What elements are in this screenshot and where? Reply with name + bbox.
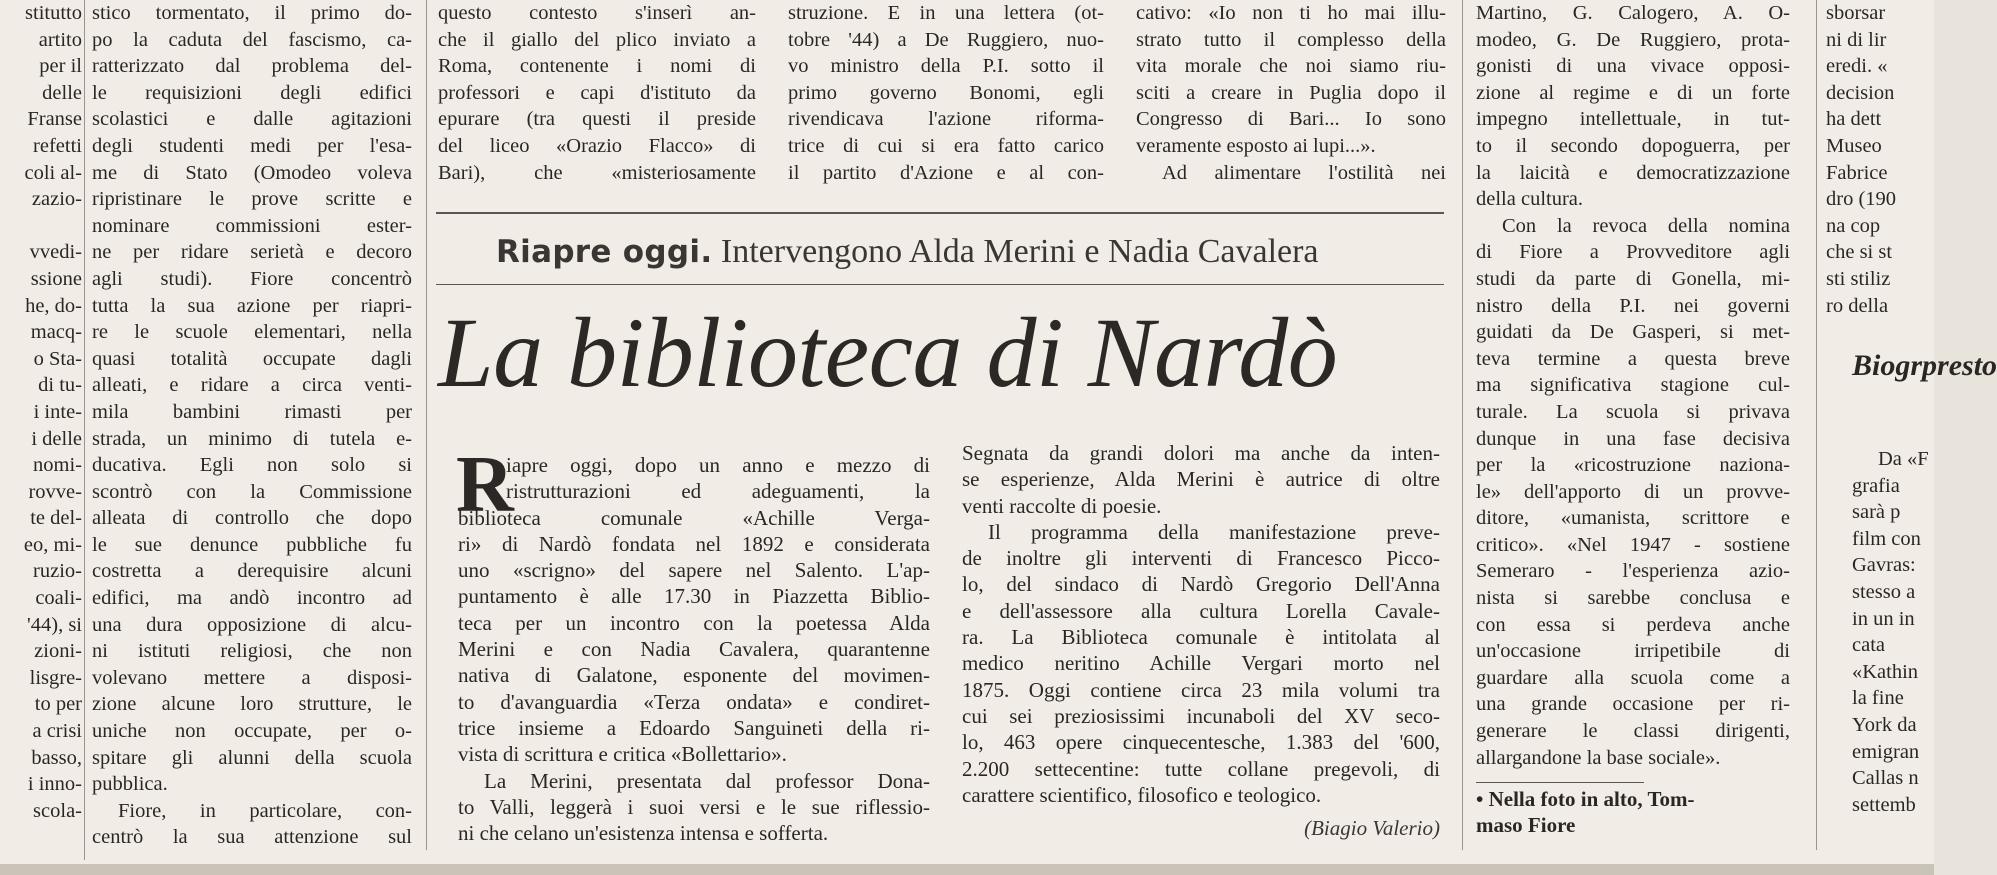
text-line: nistro della P.I. nei governi — [1476, 294, 1790, 317]
text-line: ha dett — [1826, 108, 1882, 131]
text-line: La Merini, presentata dal professor Dona- — [484, 768, 930, 793]
text-line: stico tormentato, il primo do- — [92, 2, 412, 24]
text-line: degli studenti medi per l'esa- — [92, 134, 412, 157]
column-1 — [92, 0, 412, 860]
text-line: Semeraro - l'esperienza azio- — [1476, 560, 1790, 583]
text-line: he, do- — [25, 294, 82, 317]
text-line: ssione — [30, 267, 82, 290]
text-line: ditore, «umanista, scrittore e — [1476, 507, 1790, 530]
column-cut-right-2 — [1852, 446, 1936, 866]
text-line: turale. La scuola si privava — [1476, 400, 1790, 423]
text-line: re le scuole elementari, nella — [92, 321, 412, 344]
text-line: sti stiliz — [1826, 267, 1891, 290]
text-line: zione alcune loro strutture, le — [92, 693, 412, 716]
text-line: nativa di Galatone, esponente del movimen- — [458, 663, 930, 688]
text-line: guardare alla scuola come a — [1476, 666, 1790, 689]
text-line: ma significativa stagione cul- — [1476, 374, 1790, 397]
text-line: di tu- — [38, 374, 82, 397]
text-line: centrò la sua attenzione sul — [92, 826, 412, 849]
article-kicker-rule — [436, 284, 1444, 285]
text-line: film con — [1852, 527, 1921, 550]
column-rule — [1462, 0, 1463, 850]
text-line: vita morale che noi siamo riu- — [1136, 55, 1446, 78]
text-line: 2.200 settecentine: tutte collane pregevoli, di — [962, 756, 1440, 781]
text-line: Merini e con Nadia Cavalera, quarantenne — [458, 637, 930, 662]
text-line: Roma, contenente i nomi di — [438, 55, 756, 78]
text-line: to per — [34, 693, 82, 716]
text-line: Ad alimentare l'ostilità nei — [1162, 161, 1446, 184]
kicker-bold: Riapre oggi. — [496, 234, 713, 270]
text-line: basso, — [31, 746, 82, 769]
column-rule — [1816, 0, 1817, 850]
kicker-rest: Intervengono Alda Merini e Nadia Cavalera — [720, 233, 1319, 270]
text-line: eo, mi- — [23, 533, 82, 556]
text-line: presto — [1922, 349, 1997, 382]
column-2-top — [438, 0, 756, 190]
text-line: le sue denunce pubbliche fu — [92, 533, 412, 556]
text-line: teva termine a questa breve — [1476, 347, 1790, 370]
text-line: Biogr — [1852, 349, 1923, 382]
text-line: Da «F — [1878, 448, 1929, 470]
column-cut-right-heading — [1852, 336, 1997, 396]
text-line: o Sta- — [33, 347, 82, 370]
text-line: allargandone la base sociale». — [1476, 746, 1721, 769]
text-line: ducativa. Egli non solo si — [92, 454, 412, 477]
text-line: volevano mettere a disposi- — [92, 666, 412, 689]
text-line: ra. La Biblioteca comunale è intitolata al — [962, 625, 1440, 650]
text-line: che il giallo del plico inviato a — [438, 28, 756, 51]
text-line: Museo — [1826, 134, 1882, 157]
text-line: ratterizzato dal problema del- — [92, 55, 412, 78]
text-line: cata — [1852, 634, 1885, 657]
text-line: agli studi). Fiore concentrò — [92, 267, 412, 290]
text-line: decision — [1826, 81, 1895, 104]
text-line: zioni- — [34, 640, 82, 663]
text-line: scontrò con la Commissione — [92, 480, 412, 503]
caption-line: • Nella foto in alto, Tom- — [1476, 787, 1695, 811]
text-line: Fabrice — [1826, 161, 1888, 184]
text-line: '44), si — [27, 613, 82, 636]
text-line: guidati da De Gasperi, si met- — [1476, 321, 1790, 344]
text-line: ni che celano un'esistenza intensa e sofferta. — [458, 821, 829, 846]
text-line: lisgre- — [29, 666, 82, 689]
text-line: vo ministro della P.I. sotto il — [788, 55, 1104, 78]
text-line: del liceo «Orazio Flacco» di — [438, 134, 756, 157]
text-line: zione al regime e di un forte — [1476, 81, 1790, 104]
text-line: Segnata da grandi dolori ma anche da inten- — [962, 441, 1440, 465]
text-line: i inno- — [27, 773, 82, 796]
text-line: quasi totalità occupate dagli — [92, 347, 412, 370]
text-line: Congresso di Bari... Io sono — [1136, 108, 1446, 131]
text-line: una grande occasione per ri- — [1476, 693, 1790, 716]
text-line: eredi. « — [1826, 55, 1888, 78]
text-line: Bari), che «misteriosamente — [438, 161, 756, 184]
text-line: alleati, e ridare a circa venti- — [92, 374, 412, 397]
text-line: po la caduta del fascismo, ca- — [92, 28, 412, 51]
text-line: iapre oggi, dopo un anno e mezzo di — [506, 453, 930, 477]
text-line: venti raccolte di poesie. — [962, 493, 1162, 518]
column-5 — [1476, 0, 1790, 780]
text-line: sborsar — [1826, 2, 1886, 24]
text-line: York da — [1852, 713, 1917, 736]
text-line: stitutto — [25, 2, 82, 24]
text-line: rovve- — [28, 480, 82, 503]
text-line: critico». «Nel 1947 - sostiene — [1476, 533, 1790, 556]
text-line: te del- — [30, 507, 82, 530]
photo-caption — [1476, 786, 1796, 838]
text-line: trice insieme a Edoardo Sanguineti della ri- — [458, 715, 930, 740]
text-line: tobre '44) a De Ruggiero, nuo- — [788, 28, 1104, 51]
text-line: puntamento è alle 17.30 in Piazzetta Biblio- — [458, 584, 930, 609]
text-line: ripristinare le prove scritte e — [92, 188, 412, 211]
caption-rule — [1476, 782, 1644, 783]
text-line: per la «ricostruzione naziona- — [1476, 454, 1790, 477]
text-line: de inoltre gli interventi di Francesco Picco- — [962, 546, 1440, 571]
text-line: vista di scrittura e critica «Bollettario». — [458, 742, 787, 767]
text-line: 1875. Oggi contiene circa 23 mila volumi tra — [962, 677, 1440, 702]
text-line: edifici, ma andò incontro ad — [92, 587, 412, 610]
text-line: refetti — [33, 134, 82, 157]
text-line: lo, 463 opere cinquecentesche, 1.383 del '600, — [962, 730, 1440, 755]
text-line: sarà p — [1852, 501, 1901, 524]
text-line: a crisi — [32, 720, 82, 743]
text-line: coli al- — [24, 161, 82, 184]
text-line: struzione. E in una lettera (ot- — [788, 2, 1104, 24]
text-line: gonisti di una vivace opposi- — [1476, 55, 1790, 78]
text-line: nominare commissioni ester- — [92, 214, 412, 237]
byline: (Biagio Valerio) — [1304, 816, 1440, 840]
text-line: Callas n — [1852, 767, 1919, 790]
text-line: grafia — [1852, 474, 1900, 497]
text-line: emigran — [1852, 740, 1920, 763]
text-line: questo contesto s'inserì an- — [438, 2, 756, 24]
text-line: strada, un minimo di tutela e- — [92, 427, 412, 450]
text-line: i delle — [31, 427, 82, 450]
text-line: cativo: «Io non ti ho mai illu- — [1136, 2, 1446, 24]
text-line: uniche non occupate, per o- — [92, 720, 412, 743]
text-line: una dura opposizione di alcu- — [92, 613, 412, 636]
text-line: modeo, G. De Ruggiero, prota- — [1476, 28, 1790, 51]
text-line: della cultura. — [1476, 188, 1584, 211]
text-line: in un in — [1852, 607, 1915, 630]
text-line: Martino, G. Calogero, A. O- — [1476, 2, 1790, 24]
text-line: lo, del sindaco di Nardò Gregorio Dell'Anna — [962, 572, 1440, 597]
text-line: carattere scientifico, filosofico e teologico. — [962, 782, 1322, 807]
text-line: mila bambini rimasti per — [92, 400, 412, 423]
text-line: macq- — [30, 321, 82, 344]
text-line: Con la revoca della nomina — [1502, 214, 1790, 237]
text-line: Franse — [27, 108, 82, 131]
text-line: per il — [39, 55, 82, 78]
text-line: rivendicava l'azione riforma- — [788, 108, 1104, 131]
text-line: Gavras: — [1852, 554, 1916, 577]
text-line: veramente esposto ai lupi...». — [1136, 134, 1376, 157]
article-column-1 — [456, 441, 930, 846]
column-3-top — [788, 0, 1104, 190]
caption-line: maso Fiore — [1476, 813, 1576, 837]
text-line: «Kathin — [1852, 660, 1919, 683]
text-line: che si st — [1826, 241, 1893, 264]
text-line: dunque in una fase decisiva — [1476, 427, 1790, 450]
headline: La biblioteca di Nardò — [438, 297, 1338, 408]
column-cut-right — [1826, 0, 1936, 330]
article-column-2 — [962, 440, 1440, 808]
text-line: le requisizioni degli edifici — [92, 81, 412, 104]
text-line: sciti a creare in Puglia dopo il — [1136, 81, 1446, 104]
text-line: to d'avanguardia «Terza ondata» e condiret- — [458, 689, 930, 714]
text-line: professori e capi d'istituto da — [438, 81, 756, 104]
text-line: se esperienze, Alda Merini è autrice di oltre — [962, 467, 1440, 492]
text-line: e dell'assessore alla cultura Lorella Cavale- — [962, 598, 1440, 623]
column-rule — [426, 0, 427, 850]
text-line: alleata di controllo che dopo — [92, 507, 412, 530]
text-line: scola- — [33, 799, 82, 822]
paper-edge — [0, 864, 1934, 875]
text-line: le» dell'apporto di un provve- — [1476, 480, 1790, 503]
text-line: teca per un incontro con la poetessa Alda — [458, 610, 930, 635]
text-line: settemb — [1852, 793, 1916, 816]
text-line: ni di lir — [1826, 28, 1887, 51]
text-line: scolastici e dalle agitazioni — [92, 108, 412, 131]
text-line: primo governo Bonomi, egli — [788, 81, 1104, 104]
text-line: ruzio- — [33, 560, 82, 583]
text-line: costretta a derequisire alcuni — [92, 560, 412, 583]
text-line: biblioteca comunale «Achille Verga- — [458, 505, 930, 530]
text-line: cui sei preziosissimi incunaboli del XV seco- — [962, 703, 1440, 728]
text-line: medico neritino Achille Vergari morto nel — [962, 651, 1440, 676]
text-line: zazio- — [31, 188, 82, 211]
text-line: un'occasione irripetibile di — [1476, 640, 1790, 663]
text-line: nista si sarebbe conclusa e — [1476, 587, 1790, 610]
text-line: Fiore, in particolare, con- — [118, 799, 412, 822]
kicker — [496, 232, 1396, 272]
text-line: ne per ridare serietà e decoro — [92, 241, 412, 264]
text-line: la laicità e democratizzazione — [1476, 161, 1790, 184]
text-line: spitare gli alunni della scuola — [92, 746, 412, 769]
column-4-top — [1136, 0, 1446, 190]
text-line: studi da parte di Gonella, mi- — [1476, 267, 1790, 290]
text-line: la fine — [1852, 687, 1904, 710]
text-line: to il secondo dopoguerra, per — [1476, 134, 1790, 157]
column-cut-left — [0, 0, 82, 860]
text-line: nomi- — [33, 454, 82, 477]
text-line: ro della — [1826, 294, 1889, 317]
text-line: epurare (tra questi il preside — [438, 108, 756, 131]
text-line: to Valli, leggerà i suoi versi e le sue riflessio- — [458, 794, 930, 819]
text-line: artito — [38, 28, 82, 51]
article-top-rule — [436, 212, 1444, 214]
text-line: ristrutturazioni ed adeguamenti, la — [506, 479, 930, 504]
column-rule — [84, 0, 85, 860]
text-line: na cop — [1826, 214, 1881, 237]
text-line: coali- — [35, 587, 82, 610]
text-line: tutta la sua azione per riapri- — [92, 294, 412, 317]
text-line: uno «scrigno» del sapere nel Salento. L'ap- — [458, 558, 930, 583]
text-line: pubblica. — [92, 773, 168, 796]
text-line: dro (190 — [1826, 188, 1897, 211]
text-line: impegno intellettuale, in tut- — [1476, 108, 1790, 131]
text-line: il partito d'Azione e al con- — [788, 161, 1104, 184]
text-line: me di Stato (Omodeo voleva — [92, 161, 412, 184]
text-line: vvedi- — [29, 241, 82, 264]
text-line: i inte- — [33, 400, 82, 423]
text-line: di Fiore a Provveditore agli — [1476, 241, 1790, 264]
text-line: generare le classi dirigenti, — [1476, 720, 1790, 743]
text-line: delle — [42, 81, 82, 104]
text-line: ni istituti religiosi, che non — [92, 640, 412, 663]
text-line: ri» di Nardò fondata nel 1892 e considerata — [458, 531, 930, 556]
text-line: strato tutto il complesso della — [1136, 28, 1446, 51]
text-line: trice di cui si era fatto carico — [788, 134, 1104, 157]
text-line — [0, 213, 82, 240]
text-line: Il programma della manifestazione preve- — [988, 519, 1440, 544]
text-line: stesso a — [1852, 580, 1916, 603]
drop-cap: R — [456, 441, 514, 529]
text-line: con essa si perdeva anche — [1476, 613, 1790, 636]
